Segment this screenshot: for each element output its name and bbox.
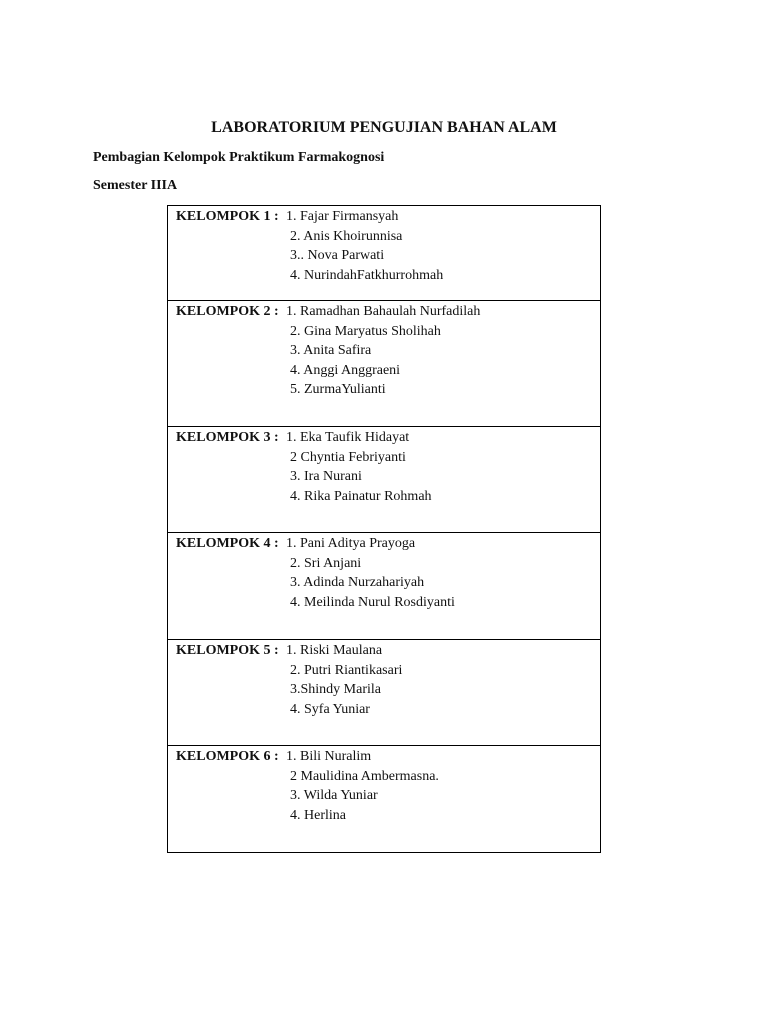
member: 3. Adinda Nurzahariyah xyxy=(290,575,425,590)
member: 2 Chyntia Febriyanti xyxy=(290,449,406,465)
member: 2. Gina Maryatus Sholihah xyxy=(290,323,441,339)
member: 1. Pani Aditya Prayoga xyxy=(286,536,416,551)
member: 3.Shindy Marila xyxy=(290,682,381,697)
member: 2. Anis Khoirunnisa xyxy=(290,228,403,244)
member: 2. Sri Anjani xyxy=(290,555,362,571)
document-subtitle: Pembagian Kelompok Praktikum Farmakognosi xyxy=(93,150,385,165)
group-4 xyxy=(168,532,600,639)
member-list xyxy=(286,641,403,719)
group-label: KELOMPOK 3 : xyxy=(176,430,279,445)
document-title: LABORATORIUM PENGUJIAN BAHAN ALAM xyxy=(211,119,557,136)
group-label: KELOMPOK 2 : xyxy=(176,304,279,319)
group-3 xyxy=(168,426,600,532)
member: 1. Ramadhan Bahaulah Nurfadilah xyxy=(286,304,481,319)
group-label: KELOMPOK 1 : xyxy=(176,209,279,224)
group-label: KELOMPOK 5 : xyxy=(176,643,279,658)
member: 4. NurindahFatkhurrohmah xyxy=(290,267,444,283)
member: 4. Rika Painatur Rohmah xyxy=(290,488,432,504)
member: 4. Anggi Anggraeni xyxy=(290,362,401,378)
member: 1. Fajar Firmansyah xyxy=(286,209,399,224)
group-6 xyxy=(168,745,600,852)
member: 3. Wilda Yuniar xyxy=(290,788,378,803)
group-label: KELOMPOK 4 : xyxy=(176,536,279,551)
group-2 xyxy=(168,300,600,426)
member: 3.. Nova Parwati xyxy=(290,248,385,263)
semester-label: Semester IIIA xyxy=(93,178,178,193)
member-list xyxy=(286,747,439,825)
member: 3. Ira Nurani xyxy=(290,469,362,484)
member-list xyxy=(286,534,455,612)
member: 4. Meilinda Nurul Rosdiyanti xyxy=(290,594,455,610)
member-list xyxy=(286,428,432,506)
group-table xyxy=(167,205,601,853)
member: 2. Putri Riantikasari xyxy=(290,662,403,678)
group-label: KELOMPOK 6 : xyxy=(176,749,279,764)
member-list xyxy=(286,207,444,285)
member: 4. Syfa Yuniar xyxy=(290,701,370,717)
member: 1. Eka Taufik Hidayat xyxy=(286,430,410,445)
member: 4. Herlina xyxy=(290,807,346,823)
member-list xyxy=(286,302,481,400)
member: 2 Maulidina Ambermasna. xyxy=(290,768,439,784)
member: 3. Anita Safira xyxy=(290,343,372,358)
member: 5. ZurmaYulianti xyxy=(290,382,386,397)
group-1 xyxy=(168,206,600,300)
member: 1. Bili Nuralim xyxy=(286,749,372,764)
member: 1. Riski Maulana xyxy=(286,643,383,658)
group-5 xyxy=(168,639,600,745)
